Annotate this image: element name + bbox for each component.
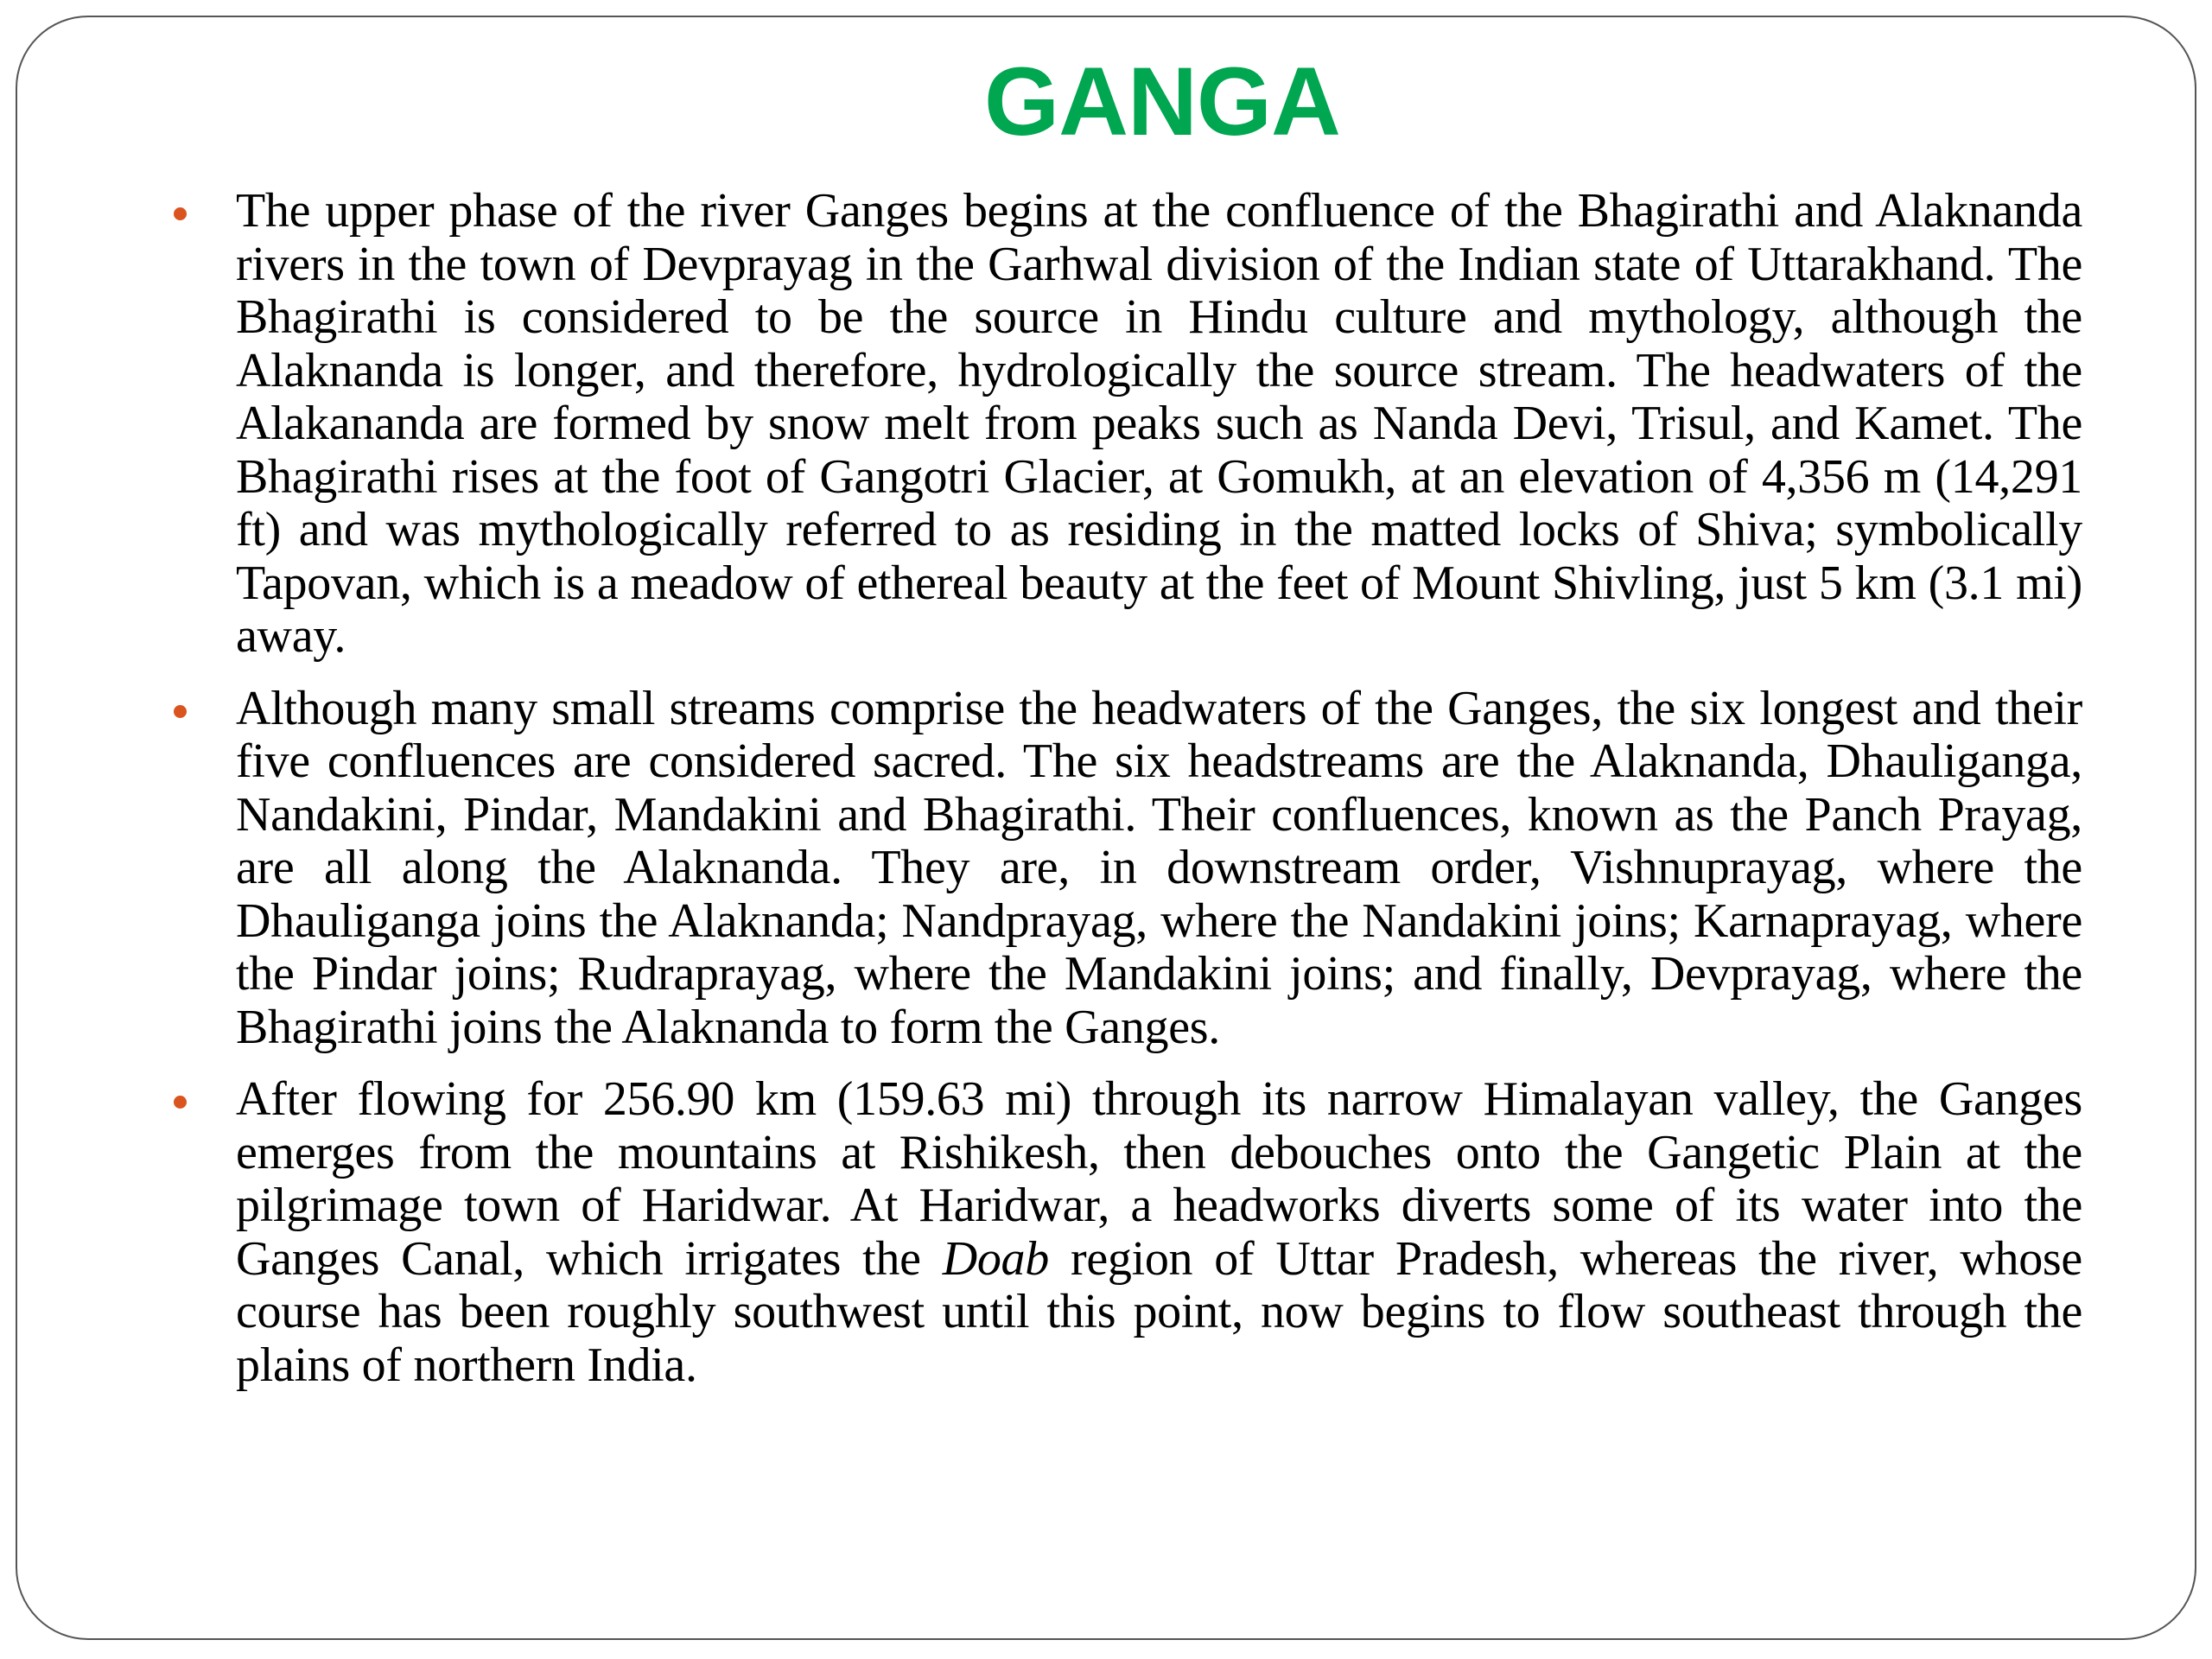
- doab-italic-term: Doab: [942, 1231, 1049, 1286]
- bullet-text-2: Although many small streams comprise the headwaters of the Ganges, the six longest and their five confluences are considered sacred. The six headstreams are the Alaknanda, Dhauliganga, Nandakini, Pindar, Mandakini and Bhagirathi. Their confluences, known as the Panch Prayag, are all along the Alaknanda. They are, in downstream order, Vishnuprayag, where the Dhauliganga joins the Alaknanda; Nandprayag, where the Nandakini joins; Karnaprayag, where the Pindar joins; Rudraprayag, where the Mandakini joins; and finally, Devprayag, where the Bhagirathi joins the Alaknanda to form the Ganges.: [236, 681, 2082, 1054]
- bullet-list: [168, 185, 2082, 1411]
- bullet-text-3-part-2: region of Uttar Pradesh, whereas the river, whose course has been roughly southwest until this point, now begins to flow southeast through the plains of northern India.: [236, 1231, 2082, 1392]
- bullet-text-3: [236, 1073, 2082, 1392]
- bullet-dot-icon: [174, 207, 187, 220]
- slide-title: GANGA: [984, 48, 1340, 156]
- bullet-item-3: [168, 1073, 2082, 1392]
- bullet-text-1: The upper phase of the river Ganges begins at the confluence of the Bhagirathi and Alaknanda rivers in the town of Devprayag in the Garhwal division of the Indian state of Uttarakhand. The Bhagirathi is considered to be the source in Hindu culture and mythology, although the Alaknanda is longer, and therefore, hydrologically the source stream. The headwaters of the Alakananda are formed by snow melt from peaks such as Nanda Devi, Trisul, and Kamet. The Bhagirathi rises at the foot of Gangotri Glacier, at Gomukh, at an elevation of 4,356 m (14,291 ft) and was mythologically referred to as residing in the matted locks of Shiva; symbolically Tapovan, which is a meadow of ethereal beauty at the feet of Mount Shivling, just 5 km (3.1 mi) away.: [236, 184, 2082, 663]
- bullet-item-2: [168, 683, 2082, 1055]
- bullet-dot-icon: [174, 1096, 187, 1109]
- bullet-item-1: [168, 185, 2082, 664]
- bullet-text-3-part-1: After flowing for 256.90 km (159.63 mi) through its narrow Himalayan valley, the Ganges emerges from the mountains at Rishikesh, then debouches onto the Gangetic Plain at the pilgrimage town of Haridwar. At Haridwar, a headworks diverts some of its water into the Ganges Canal, which irrigates the: [236, 1072, 2082, 1286]
- bullet-dot-icon: [174, 705, 187, 718]
